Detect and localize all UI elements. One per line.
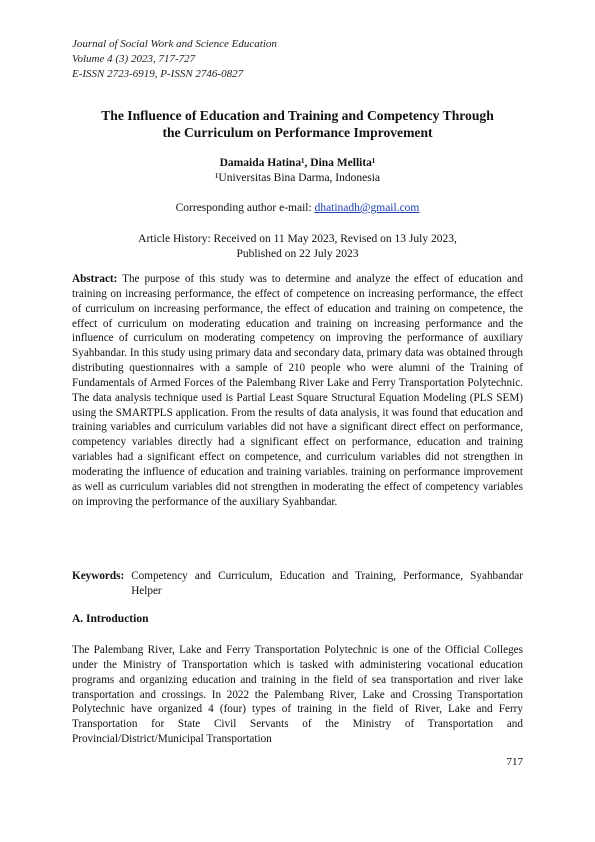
abstract-label: Abstract:	[72, 273, 118, 285]
abstract-text: The purpose of this study was to determine and analyze the effect of education and training on increasing performance, the effect of competence on increasing performance, the effect of curriculum on increasing performance, the effect of education and training on competence, the effect of curriculum on moderating education and training on increasing performance and the influence of curriculum on moderating competency on improving the performance of auxiliary Syahbandar. In this study using primary data and secondary data, primary data was obtained through distributing questionnaires with a sample of 210 people who were alumni of the Training of Fundamentals of Armed Forces of the Palembang River Lake and Ferry Transportation Polytechnic. The data analysis technique used is Partial Least Square Structural Equation Modeling (PLS SEM) using the SMARTPLS application. From the results of data analysis, it was found that education and training variables and curriculum variables did not have a significant direct effect on performance, competency variables directly had a significant effect on performance, education and training variables had a significant effect on competence, and curriculum variables did not strengthen in moderating the influence of education and training variables. training on performance improvement as well as curriculum variables did not strengthen in moderating the effect of competency variables on improving the performance of the auxiliary Syahbandar.	[72, 273, 523, 508]
abstract	[72, 272, 523, 510]
section-heading-introduction: A. Introduction	[72, 613, 149, 625]
author-names: Damaida Hatina¹, Dina Mellita¹	[219, 157, 376, 169]
journal-name: Journal of Social Work and Science Education	[72, 38, 277, 50]
keywords-text: Competency and Curriculum, Education and Training, Performance, Syahbandar Helper	[131, 570, 523, 597]
title-line-1: The Influence of Education and Training and Competency Through	[101, 108, 494, 123]
keywords	[72, 569, 523, 599]
journal-volume: Volume 4 (3) 2023, 717-727	[72, 53, 196, 65]
journal-header	[72, 37, 277, 82]
title-line-2: the Curriculum on Performance Improvement	[162, 125, 433, 140]
author-block	[72, 156, 523, 186]
corresponding-label: Corresponding author e-mail:	[175, 202, 315, 214]
author-affiliation: ¹Universitas Bina Darma, Indonesia	[214, 172, 381, 184]
paper-title	[60, 107, 535, 141]
keywords-label: Keywords:	[72, 570, 125, 582]
article-history	[100, 232, 495, 262]
introduction-paragraph: The Palembang River, Lake and Ferry Transportation Polytechnic is one of the Official Colleges under the Ministry of Transportation which is tasked with administering vocational education programs and organizing education and training in the field of sea transportation and river lake transportation and crossings. In 2022 the Palembang River, Lake and Crossing Transportation Polytechnic have organized 4 (four) types of training in the field of River, Lake and Ferry Transportation for State Civil Servants of the Ministry of Transportation and Provincial/District/Municipal Transportation	[72, 644, 523, 746]
page-number: 717	[506, 756, 523, 768]
corresponding-email-link[interactable]: dhatinadh@gmail.com	[314, 202, 420, 214]
corresponding-author	[72, 201, 523, 216]
history-line-2: Published on 22 July 2023	[236, 248, 359, 260]
history-line-1: Article History: Received on 11 May 2023, Revised on 13 July 2023,	[138, 233, 457, 245]
journal-issn: E-ISSN 2723-6919, P-ISSN 2746-0827	[72, 68, 244, 80]
